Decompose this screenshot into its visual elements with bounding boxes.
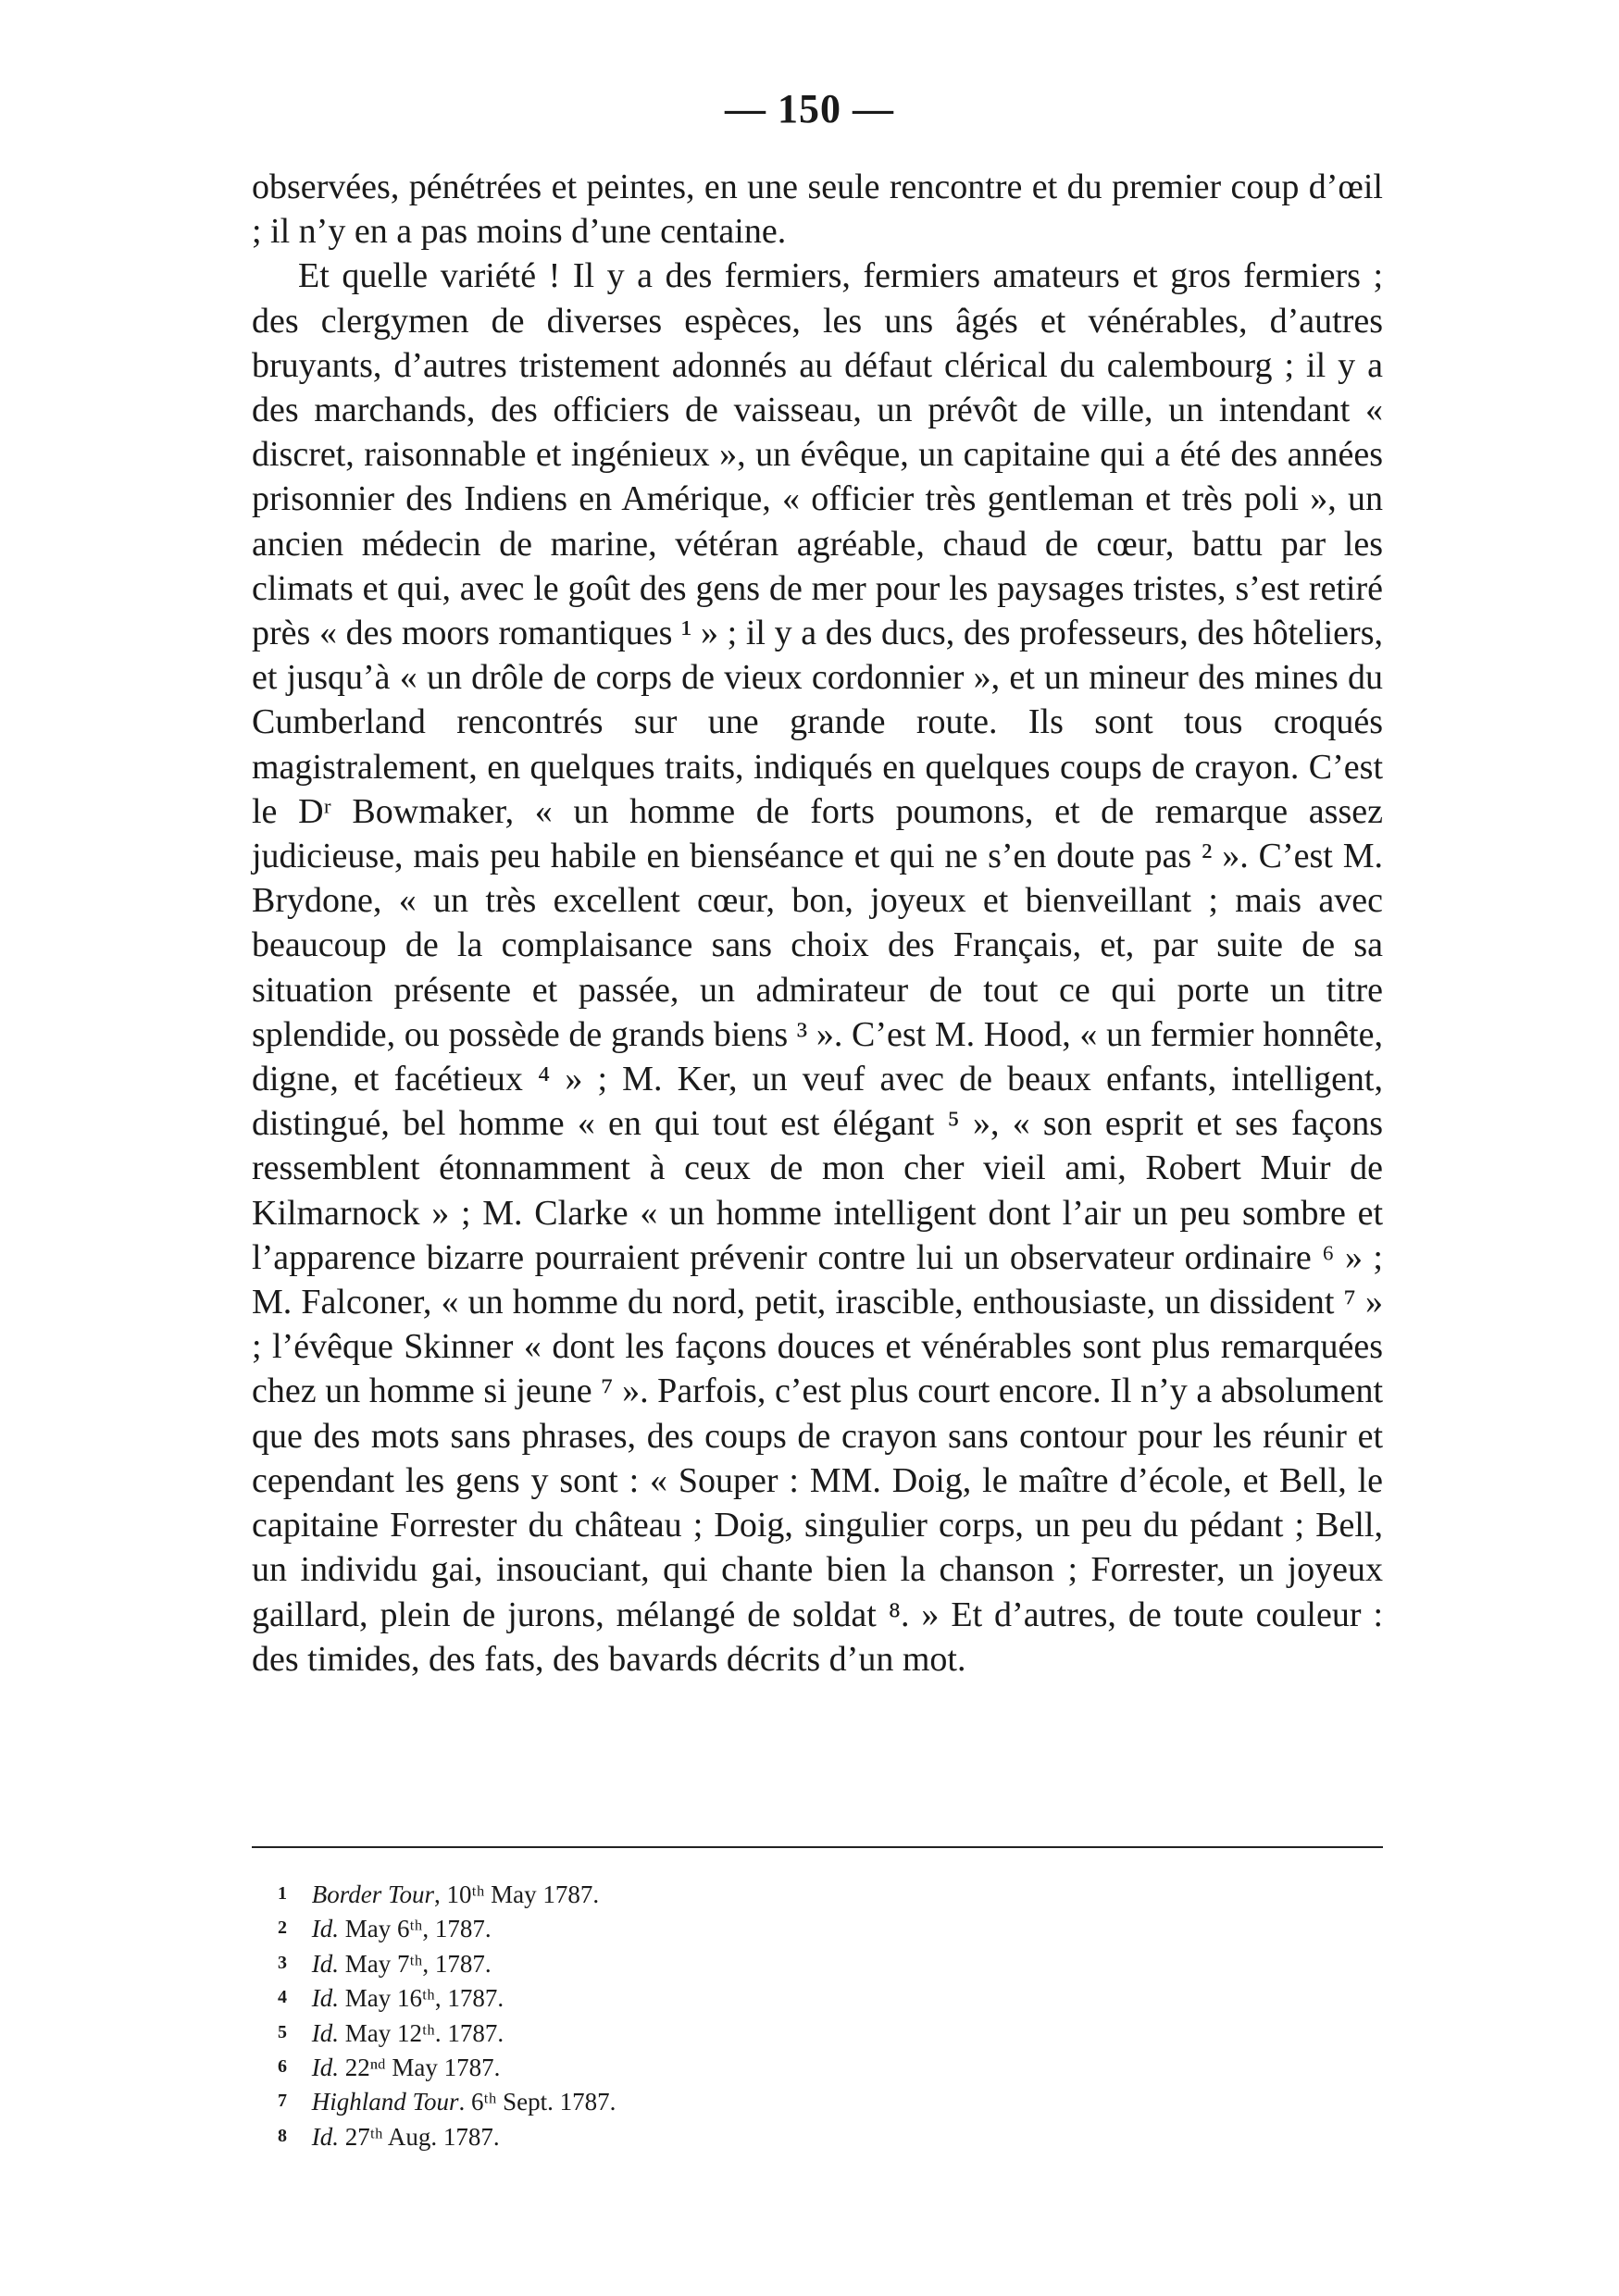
footnote-date: May 16ᵗʰ, 1787. (339, 1984, 504, 2013)
footnote (278, 1877, 1111, 1911)
footnote-number: 2 (278, 1917, 287, 1939)
page-number: — 150 — (725, 86, 894, 131)
footnote (278, 2084, 1111, 2118)
footnote-date: May 12ᵗʰ. 1787. (339, 2018, 504, 2047)
footnote-number: 6 (278, 2056, 287, 2078)
footnote-source: Id. (311, 1915, 339, 1943)
paragraph: observées, pénétrées et peintes, en une seule rencontre et du premier coup d’œil ; il n’y en a pas moins d’une centaine. (252, 168, 1383, 252)
footnote-date: May 6ᵗʰ, 1787. (339, 1915, 492, 1943)
footnote-separator (252, 1846, 1383, 1848)
footnote-source: Id. (311, 1949, 339, 1978)
paragraph: Et quelle variété ! Il y a des fermiers, fermiers amateurs et gros fermiers ; des clergymen de diverses espèces, les uns âgés et vénérables, d’autres bruyants, d’autres tristement adonnés au défaut clérical du calembourg ; il y a des marchands, des officiers de vaisseau, un prévôt de ville, un intendant « discret, raisonnable et ingénieux », un évêque, un capitaine qui a été des années prisonnier des Indiens en Amérique, « officier très gentleman et très poli », un ancien médecin de marine, vétéran agréable, chaud de cœur, battu par les climats et qui, avec le goût des gens de mer pour les paysages tristes, s’est retiré près « des moors romantiques ¹ » ; il y a des ducs, des professeurs, des hôteliers, et jusqu’à « un drôle de corps de vieux cordonnier », et un mineur des mines du Cumberland rencontrés sur une grande route. Ils sont tous croqués magistralement, en quelques traits, indiqués en quelques coups de crayon. C’est le Dʳ Bowmaker, « un homme de forts poumons, et de remarque assez judicieuse, mais peu habile en bienséance et qui ne s’en doute pas ² ». C’est M. Brydone, « un très excellent cœur, bon, joyeux et bienveillant ; mais avec beaucoup de la complaisance sans choix des Français, et, par suite de sa situation présente et passée, un admirateur de tout ce qui porte un titre splendide, ou possède de grands biens ³ ». C’est M. Hood, « un fermier honnête, digne, et facétieux ⁴ » ; M. Ker, un veuf avec de beaux enfants, intelligent, distingué, bel homme « en qui tout est élégant ⁵ », « son esprit et ses façons ressemblent étonnamment à ceux de mon cher vieil ami, Robert Muir de Kilmarnock » ; M. Clarke « un homme intelligent dont l’air un peu sombre et l’apparence bizarre pourraient prévenir contre lui un observateur ordinaire ⁶ » ; M. Falconer, « un homme du nord, petit, irascible, enthousiaste, un dissident ⁷ » ; l’évêque Skinner « dont les façons douces et vénérables sont plus remarquées chez un homme si jeune ⁷ ». Parfois, c’est plus court encore. Il n’y a absolument que des mots sans phrases, des coups de crayon sans contour pour les réunir et cependant les gens y sont : « Souper : MM. Doig, le maître d’école, et Bell, le capitaine Forrester du château ; Doig, singulier corps, un peu du pédant ; Bell, un individu gai, insouciant, qui chante bien la chanson ; Forrester, un joyeux gaillard, plein de jurons, mélangé de soldat ⁸. » Et d’autres, de toute couleur : des timides, des fats, des bavards décrits d’un mot. (252, 256, 1383, 1679)
footnotes-list (278, 1877, 1111, 2153)
footnote (278, 1911, 1111, 1945)
footnote-date: 22ⁿᵈ May 1787. (339, 2054, 501, 2082)
footnote-source: Id. (311, 1984, 339, 2013)
footnote-number: 3 (278, 1952, 287, 1973)
footnote-date: 27ᵗʰ Aug. 1787. (339, 2122, 500, 2151)
footnote-number: 1 (278, 1883, 287, 1904)
footnote-source: Id. (311, 2122, 339, 2151)
footnote-number: 7 (278, 2091, 287, 2112)
footnote (278, 1946, 1111, 1980)
footnote-source: Id. (311, 2054, 339, 2082)
footnote (278, 2119, 1111, 2153)
body-text (252, 165, 1383, 1682)
footnote-date: . 6ᵗʰ Sept. 1787. (458, 2088, 616, 2116)
footnote (278, 1980, 1111, 2015)
footnote-source: Border Tour (311, 1880, 435, 1908)
footnote (278, 2016, 1111, 2050)
footnote-source: Highland Tour (311, 2088, 459, 2116)
footnote-date: , 10ᵗʰ May 1787. (434, 1880, 600, 1908)
footnote (278, 2050, 1111, 2084)
footnote-date: May 7ᵗʰ, 1787. (339, 1949, 492, 1978)
footnote-number: 4 (278, 1987, 287, 2008)
footnote-number: 8 (278, 2125, 287, 2146)
footnote-source: Id. (311, 2018, 339, 2047)
footnote-number: 5 (278, 2021, 287, 2042)
